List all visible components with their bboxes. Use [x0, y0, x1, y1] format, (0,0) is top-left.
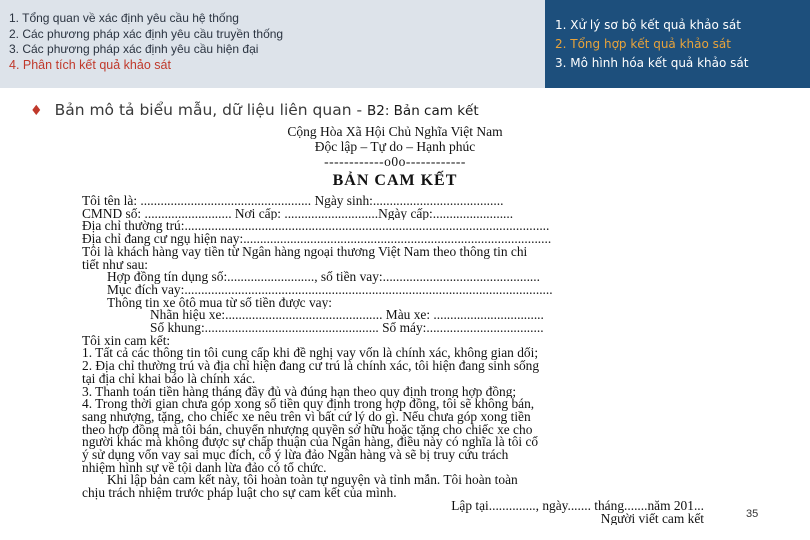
form-separator: ------------o0o------------	[324, 154, 466, 169]
form-commit-line: 3. Thanh toán tiền hàng tháng đầy đủ và đúng hạn theo quy định trong hợp đồng;	[82, 385, 517, 399]
form-closing-line: chịu trách nhiệm trước pháp luật cho sự cam kết của mình.	[82, 487, 397, 500]
form-closing-line: Khi lập bản cam kết này, tôi hoàn toàn tự nguyện và tỉnh mẫn. Tôi hoàn toàn	[107, 474, 518, 488]
form-vehicle-heading: Thông tin xe ôtô mua từ số tiền được vay:	[107, 296, 333, 310]
form-line-id: CMND số: .......................... Nơi cấp: ............................Ngày cấp:........................	[82, 207, 514, 221]
form-line-brand: Nhãn hiệu xe:............................................... Màu xe: .................................	[150, 309, 544, 323]
diamond-bullet-icon: ♦	[30, 103, 43, 119]
steps-panel	[545, 0, 810, 88]
form-date-line: Lập tại.............., ngày....... tháng.......năm 201...	[451, 499, 704, 513]
step-2-active: 2. Tổng hợp kết quả khảo sát	[555, 37, 731, 51]
form-title: BẢN CAM KẾT	[332, 172, 458, 189]
form-commit-line: 2. Địa chỉ thường trú và địa chỉ hiện đang cư trú là chính xác, tôi hiện đang sinh sống	[82, 360, 540, 373]
form-commit-line: người khác mà không được sự chấp thuận của Ngân hàng, điều này có nghĩa là tôi cố	[82, 436, 539, 450]
form-commit-line: theo hợp đồng mà tôi bán, chuyển nhượng quyền sở hữu hoặc tặng cho chiếc xe cho	[82, 423, 533, 437]
form-commit-line: sang nhượng, tặng, cho chiếc xe nêu trên vì bất cứ lý do gì. Nếu chưa góp xong tiền	[82, 410, 531, 424]
form-line-name: Tôi tên là: ................................................... Ngày sinh:.......................................	[82, 195, 504, 208]
slide-bullet	[30, 101, 479, 119]
form-signer: Người viết cam kết	[600, 512, 704, 526]
form-national-header: Cộng Hòa Xã Hội Chủ Nghĩa Việt Nam	[287, 124, 503, 139]
form-commit-heading: Tôi xin cam kết:	[82, 334, 171, 348]
form-line-chassis: Số khung:.................................................... Số máy:...................................	[150, 322, 544, 335]
form-commit-line: tại địa chỉ khai báo là chính xác.	[82, 372, 256, 386]
form-line-contract: Hợp đồng tín dụng số:.........................., số tiền vay:...............................................	[107, 271, 540, 284]
bullet-suffix: B2: Bản cam kết	[366, 103, 479, 119]
form-line-intro: Tôi là khách hàng vay tiền từ Ngân hàng ngoại thương Việt Nam theo thông tin chi	[82, 245, 528, 259]
form-commit-line: 4. Trong thời gian chưa góp xong số tiền quy định trong hợp đồng, tôi sẽ không bán,	[82, 398, 535, 411]
form-line-current-address: Địa chỉ đang cư ngụ hiện nay:............................................................................................	[82, 233, 552, 246]
bullet-text: Bản mô tả biểu mẫu, dữ liệu liên quan -	[54, 101, 367, 119]
form-line-intro-cont: tiết như sau:	[82, 258, 149, 272]
form-commit-line: nhiệm hình sự về tội danh lừa đảo có tổ chức.	[82, 461, 327, 475]
outline-item-1: 1. Tổng quan về xác định yêu cầu hệ thống	[9, 11, 239, 25]
form-commit-line: ý sử dụng vốn vay sai mục đích, cố ý lừa đảo Ngân hàng và sẽ bị truy cứu trách	[82, 449, 509, 462]
form-motto: Độc lập – Tự do – Hạnh phúc	[314, 139, 476, 154]
step-3: 3. Mô hình hóa kết quả khảo sát	[555, 56, 749, 70]
page-number: 35	[746, 508, 759, 520]
step-1: 1. Xử lý sơ bộ kết quả khảo sát	[555, 18, 741, 32]
outline-item-3: 3. Các phương pháp xác định yêu cầu hiện đại	[9, 42, 259, 56]
outline-item-2: 2. Các phương pháp xác định yêu cầu truyền thống	[9, 26, 284, 41]
outline-item-4-active: 4. Phân tích kết quả khảo sát	[9, 57, 171, 72]
form-commit-line: 1. Tất cả các thông tin tôi cung cấp khi đề nghị vay vốn là chính xác, không gian dối;	[82, 347, 539, 361]
outline-panel	[0, 0, 545, 88]
commitment-form-image	[80, 124, 710, 528]
form-line-purpose: Mục đích vay:..............................................................................................................	[107, 283, 553, 297]
form-line-permanent-address: Địa chỉ thường trú:.............................................................................................................	[82, 220, 550, 234]
